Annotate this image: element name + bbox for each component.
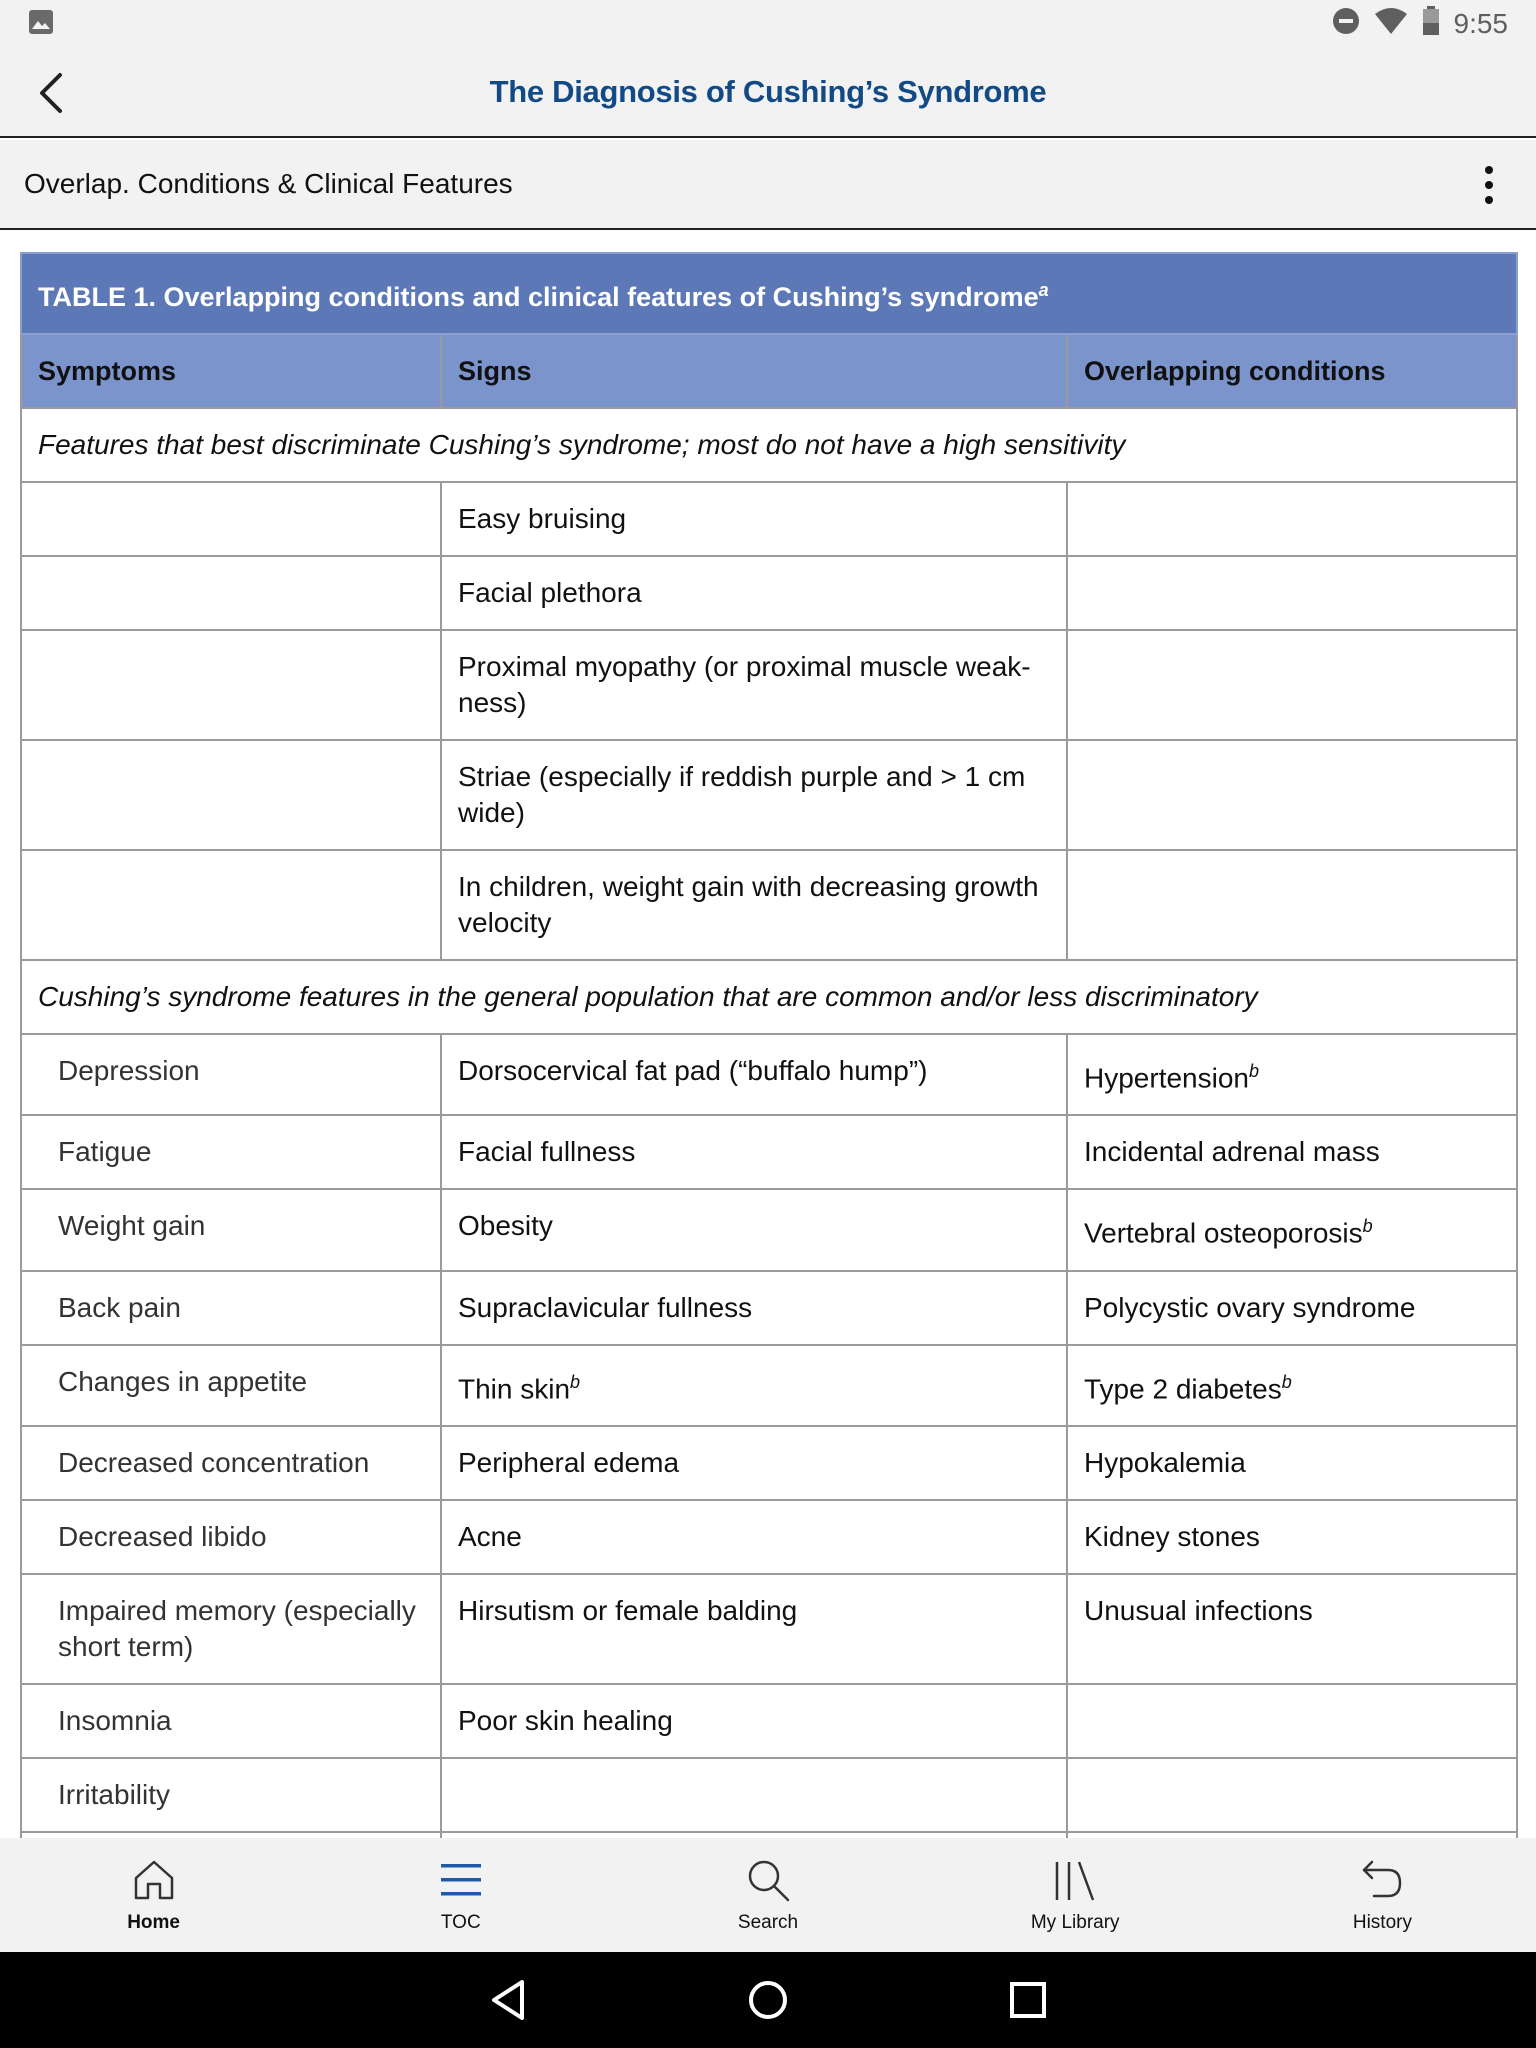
square-recents-icon	[1008, 1980, 1048, 2020]
table-header-row	[21, 334, 1517, 408]
section-row-discriminating-cell: Features that best discriminate Cushing’s syndrome; most do not have a high sensitivity	[21, 408, 1517, 482]
history-icon	[1360, 1852, 1404, 1908]
condition-cell-text: Vertebral osteoporosis	[1084, 1217, 1363, 1249]
sign-cell-text: Peripheral edema	[458, 1446, 680, 1478]
column-header-signs: Signs	[441, 334, 1067, 408]
sign-cell	[441, 1189, 1067, 1270]
symptom-cell	[21, 850, 441, 960]
library-icon	[1053, 1852, 1097, 1908]
symptom-cell-text: Insomnia	[58, 1704, 172, 1736]
column-header-symptoms: Symptoms	[21, 334, 441, 408]
battery-icon	[1422, 6, 1440, 43]
gallery-notification-icon	[28, 9, 54, 40]
table-caption	[21, 253, 1517, 334]
sign-cell-text: Poor skin healing	[458, 1704, 673, 1736]
status-icons	[1332, 6, 1509, 43]
table-row	[21, 1426, 1517, 1500]
back-button[interactable]	[26, 68, 76, 118]
table-row	[21, 1574, 1517, 1684]
nav-toc-label: TOC	[440, 1912, 481, 1933]
page-title: The Diagnosis of Cushing’s Syndrome	[489, 74, 1047, 109]
section-title: Overlap. Conditions & Clinical Features	[24, 168, 513, 199]
condition-cell-text: Type 2 diabetes	[1084, 1372, 1282, 1404]
app-bar	[0, 48, 1536, 138]
caption-footnote: a	[1038, 280, 1049, 300]
condition-cell-text: Incidental adrenal mass	[1084, 1136, 1380, 1168]
sign-cell	[441, 1574, 1067, 1684]
symptom-cell	[21, 556, 441, 630]
footnote-marker: b	[570, 1371, 581, 1392]
menu-icon	[439, 1852, 483, 1908]
table-row	[21, 1758, 1517, 1832]
nav-history-label: History	[1352, 1912, 1412, 1933]
sign-cell-text: Acne	[458, 1520, 522, 1552]
table-row	[21, 1115, 1517, 1189]
back-arrow-icon	[36, 71, 66, 115]
sign-cell-text: Striae (especially if reddish purple and > 1 cm wide)	[458, 761, 1026, 828]
condition-cell	[1067, 1574, 1517, 1684]
nav-my-library[interactable]	[922, 1838, 1229, 1952]
system-navigation-bar	[0, 1952, 1536, 2048]
condition-cell	[1067, 1500, 1517, 1574]
condition-cell	[1067, 1271, 1517, 1345]
status-time: 9:55	[1453, 8, 1508, 39]
section-row-common	[21, 960, 1517, 1034]
sign-cell-text: Thin skin	[458, 1372, 571, 1404]
search-icon	[746, 1852, 790, 1908]
condition-cell	[1067, 1115, 1517, 1189]
nav-home[interactable]	[0, 1838, 307, 1952]
system-recents-button[interactable]	[998, 1970, 1058, 2030]
sign-cell	[441, 1115, 1067, 1189]
condition-cell	[1067, 1758, 1517, 1832]
table-row	[21, 1345, 1517, 1426]
symptom-cell-text: Impaired memory (especially short term)	[58, 1594, 416, 1662]
section-bar	[0, 140, 1536, 230]
condition-cell	[1067, 1684, 1517, 1758]
table-row	[21, 1271, 1517, 1345]
nav-history[interactable]	[1229, 1838, 1536, 1952]
sign-cell	[441, 630, 1067, 740]
symptom-cell	[21, 1034, 441, 1115]
symptom-cell-text: Fatigue	[58, 1136, 152, 1168]
table-row	[21, 630, 1517, 740]
symptom-cell-text: Irritability	[58, 1778, 171, 1810]
nav-toc[interactable]	[307, 1838, 614, 1952]
sign-cell	[441, 1271, 1067, 1345]
sign-cell	[441, 850, 1067, 960]
wifi-icon	[1374, 7, 1408, 42]
sign-cell-text: Facial fullness	[458, 1136, 636, 1168]
do-not-disturb-icon	[1332, 7, 1360, 42]
sign-cell	[441, 740, 1067, 850]
sign-cell-text: Easy bruising	[458, 503, 627, 534]
home-icon	[132, 1852, 176, 1908]
table-row	[21, 740, 1517, 850]
more-vert-dot	[1485, 181, 1493, 189]
symptom-cell	[21, 1115, 441, 1189]
triangle-back-icon	[488, 1978, 528, 2022]
sign-cell-text: Hirsutism or female balding	[458, 1594, 798, 1626]
condition-cell	[1067, 1034, 1517, 1115]
condition-cell-text: Kidney stones	[1084, 1520, 1260, 1552]
symptom-cell-text: Depression	[58, 1055, 200, 1086]
table-row	[21, 1189, 1517, 1270]
symptom-cell-text: Decreased libido	[58, 1520, 267, 1552]
sign-cell	[441, 556, 1067, 630]
symptom-cell	[21, 482, 441, 556]
footnote-marker: b	[1281, 1371, 1292, 1392]
nav-search[interactable]	[614, 1838, 921, 1952]
nav-my-library-label: My Library	[1030, 1912, 1120, 1933]
symptom-cell	[21, 1574, 441, 1684]
condition-cell	[1067, 740, 1517, 850]
condition-cell	[1067, 630, 1517, 740]
sign-cell-text: Supraclavicular fullness	[458, 1291, 753, 1323]
table-caption-row	[21, 253, 1517, 334]
more-vert-dot	[1485, 196, 1493, 204]
bottom-navigation	[0, 1838, 1536, 1952]
section-row-common-cell: Cushing’s syndrome features in the general population that are common and/or less discriminatory	[21, 960, 1517, 1034]
nav-home-label: Home	[127, 1912, 180, 1933]
symptom-cell	[21, 630, 441, 740]
condition-cell	[1067, 482, 1517, 556]
symptom-cell-text: Decreased concentration	[58, 1446, 370, 1478]
condition-cell	[1067, 1189, 1517, 1270]
status-bar	[0, 0, 1536, 48]
table-row	[21, 556, 1517, 630]
sign-cell	[441, 1758, 1067, 1832]
features-table	[20, 252, 1518, 1907]
system-back-button[interactable]	[478, 1970, 538, 2030]
footnote-marker: b	[1362, 1216, 1373, 1237]
symptom-cell	[21, 1500, 441, 1574]
circle-home-icon	[746, 1978, 790, 2022]
symptom-cell-text: Changes in appetite	[58, 1365, 308, 1397]
table-caption-text: TABLE 1. Overlapping conditions and clinical features of Cushing’s syndrome	[38, 282, 1039, 312]
symptom-cell-text: Back pain	[58, 1291, 181, 1323]
symptom-cell	[21, 1684, 441, 1758]
table-row	[21, 850, 1517, 960]
sign-cell	[441, 1684, 1067, 1758]
condition-cell-text: Unusual infections	[1084, 1594, 1313, 1626]
symptom-cell-text: Weight gain	[58, 1210, 206, 1242]
condition-cell	[1067, 1345, 1517, 1426]
section-row-discriminating	[21, 408, 1517, 482]
sign-cell-text: Facial plethora	[458, 577, 642, 608]
condition-cell	[1067, 850, 1517, 960]
symptom-cell	[21, 1271, 441, 1345]
table-scroll-area[interactable]	[20, 252, 1516, 1838]
symptom-cell	[21, 1345, 441, 1426]
table-row	[21, 482, 1517, 556]
more-options-button[interactable]	[1464, 160, 1514, 210]
sign-cell	[441, 1500, 1067, 1574]
system-home-button[interactable]	[738, 1970, 798, 2030]
sign-cell-text: Dorsocervical fat pad (“buffalo hump”)	[458, 1055, 928, 1086]
sign-cell	[441, 1426, 1067, 1500]
table-row	[21, 1500, 1517, 1574]
table-row	[21, 1684, 1517, 1758]
symptom-cell	[21, 740, 441, 850]
footnote-marker: b	[1248, 1061, 1259, 1081]
table-row	[21, 1034, 1517, 1115]
sign-cell-text: Proximal myopathy (or proximal muscle weak- ness)	[458, 651, 1031, 718]
column-header-conditions: Overlapping conditions	[1067, 334, 1517, 408]
symptom-cell	[21, 1426, 441, 1500]
sign-cell	[441, 482, 1067, 556]
symptom-cell	[21, 1758, 441, 1832]
sign-cell	[441, 1034, 1067, 1115]
more-vert-icon	[1485, 166, 1493, 174]
condition-cell-text: Polycystic ovary syndrome	[1084, 1291, 1416, 1323]
sign-cell	[441, 1345, 1067, 1426]
sign-cell-text: In children, weight gain with decreasing growth velocity	[458, 871, 1039, 938]
condition-cell	[1067, 1426, 1517, 1500]
condition-cell	[1067, 556, 1517, 630]
nav-search-label: Search	[737, 1912, 799, 1933]
condition-cell-text: Hypokalemia	[1084, 1446, 1246, 1478]
sign-cell-text: Obesity	[458, 1210, 553, 1242]
condition-cell-text: Hypertension	[1084, 1062, 1249, 1094]
symptom-cell	[21, 1189, 441, 1270]
